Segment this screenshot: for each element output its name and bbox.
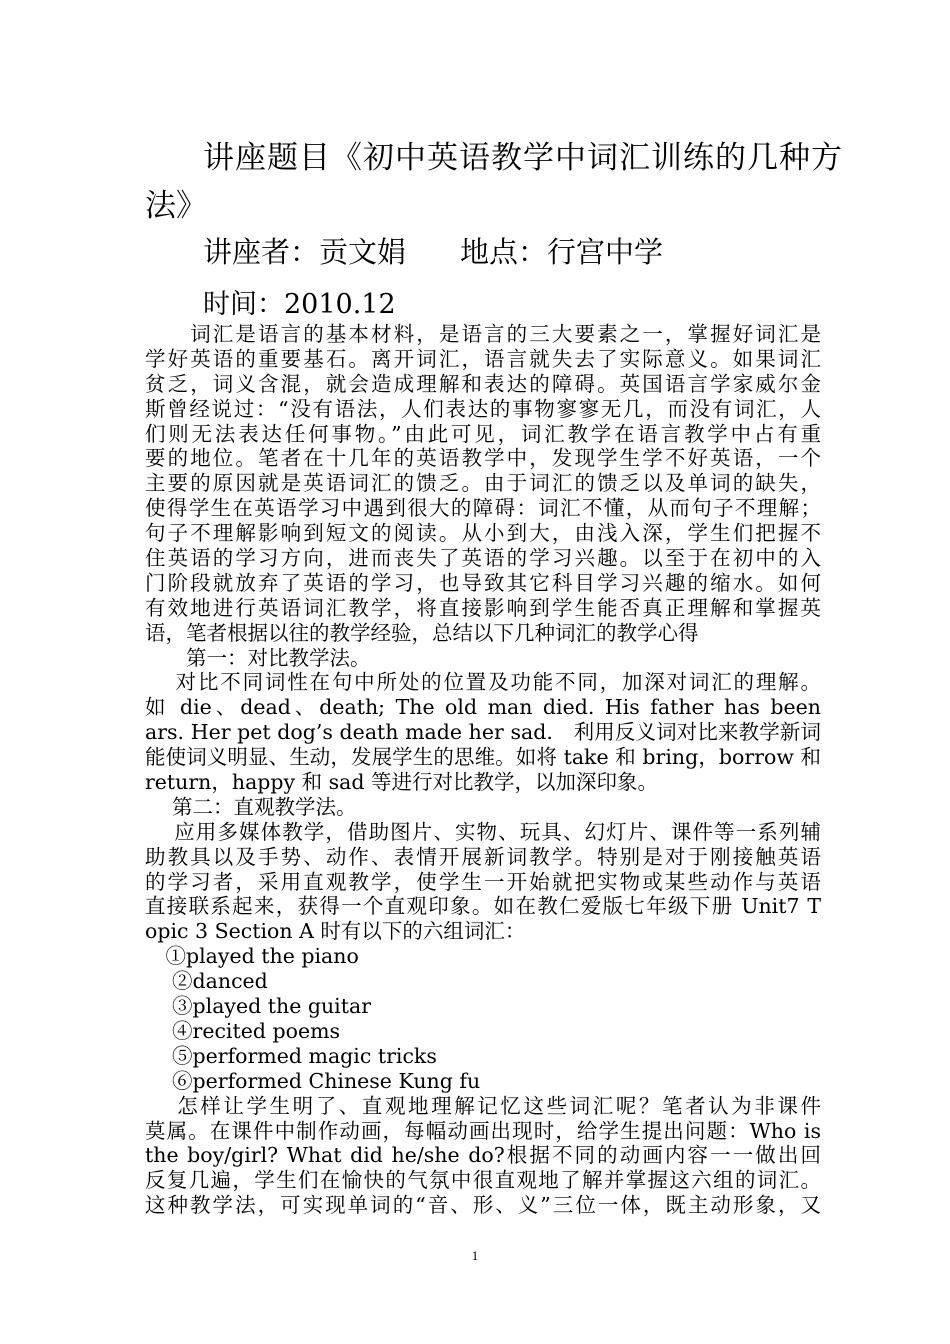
body-line: 的学习者，采用直观教学，使学生一开始就把实物或某些动作与英语: [145, 869, 821, 894]
body-line: 要的地位。笔者在十几年的英语教学中，发现学生学不好英语，一个: [145, 446, 821, 471]
body-line: 第二：直观教学法。: [145, 794, 357, 819]
body-line: 门阶段就放弃了英语的学习，也导致其它科目学习兴趣的缩水。如何: [145, 570, 821, 595]
location: 地点：行宫中学: [460, 235, 664, 269]
body-line: ⑥performed Chinese Kung fu: [145, 1068, 481, 1093]
body-line: 有效地进行英语词汇教学，将直接影响到学生能否真正理解和掌握英: [145, 595, 821, 620]
lecture-title-line-1: 讲座题目《初中英语教学中词汇训练的几种方: [203, 140, 843, 176]
lecture-time: 时间：2010.12: [203, 289, 396, 320]
body-line: 莫属。在课件中制作动画，每幅动画出现时，给学生提出问题：Who is: [145, 1118, 821, 1143]
body-line: 第一：对比教学法。: [145, 645, 371, 670]
body-line: 主要的原因就是英语词汇的馈乏。由于词汇的馈乏以及单词的缺失，: [145, 471, 821, 496]
body-line: 斯曾经说过：“没有语法，人们表达的事物寥寥无几，而没有词汇，人: [145, 396, 821, 421]
speaker-location-line: [203, 230, 663, 271]
body-line: 句子不理解影响到短文的阅读。从小到大，由浅入深，学生们把握不: [145, 521, 821, 546]
body-line: 们则无法表达任何事物。”由此可见，词汇教学在语言教学中占有重: [145, 421, 821, 446]
body-line: 直接联系起来，获得一个直观印象。如在教仁爱版七年级下册 Unit7 T: [145, 894, 821, 919]
body-line: 怎样让学生明了、直观地理解记忆这些词汇呢？笔者认为非课件: [145, 1093, 821, 1118]
body-line: 助教具以及手势、动作、表情开展新词教学。特别是对于刚接触英语: [145, 844, 821, 869]
body-line: 反复几遍，学生们在愉快的气氛中很直观地了解并掌握这六组的词汇。: [145, 1168, 821, 1193]
body-line: 住英语的学习方向，进而丧失了英语的学习兴趣。以至于在初中的入: [145, 546, 821, 571]
body-line: opic 3 Section A 时有以下的六组词汇：: [145, 919, 526, 944]
body-text: [145, 322, 821, 1218]
lecture-title-line-2: 法》: [145, 188, 207, 224]
body-line: 词汇是语言的基本材料，是语言的三大要素之一，掌握好词汇是: [145, 322, 821, 346]
body-line: return，happy 和 sad 等进行对比教学，以加深印象。: [145, 770, 659, 795]
body-line: 这种教学法，可实现单词的“音、形、义”三位一体，既主动形象，又: [145, 1193, 821, 1218]
body-line: ars. Her pet dog’s death made her sad. 利用反义词对比来教学新词: [145, 720, 821, 745]
body-line: 如 die、dead、death; The old man died. His father has been: [145, 695, 821, 720]
body-line: 使得学生在英语学习中遇到很大的障碍：词汇不懂，从而句子不理解；: [145, 496, 821, 521]
body-line: ②danced: [145, 969, 268, 994]
page-number: 1: [471, 1248, 479, 1263]
body-line: ⑤performed magic tricks: [145, 1043, 437, 1068]
body-line: 应用多媒体教学，借助图片、实物、玩具、幻灯片、课件等一系列辅: [145, 819, 821, 844]
body-line: the boy/girl? What did he/she do?根据不同的动画内容一一做出回: [145, 1143, 821, 1168]
body-line: ③played the guitar: [145, 994, 372, 1019]
body-line: 能使词义明显、生动，发展学生的思维。如将 take 和 bring，borrow 和: [145, 745, 821, 770]
body-line: 贫乏，词义含混，就会造成理解和表达的障碍。英国语言学家威尔金: [145, 371, 821, 396]
body-line: ①played the piano: [145, 944, 359, 969]
body-line: 学好英语的重要基石。离开词汇，语言就失去了实际意义。如果词汇: [145, 346, 821, 371]
body-line: ④recited poems: [145, 1018, 341, 1043]
body-line: 对比不同词性在句中所处的位置及功能不同，加深对词汇的理解。: [145, 670, 821, 695]
body-line: 语，笔者根据以往的教学经验，总结以下几种词汇的教学心得: [145, 620, 699, 645]
speaker: 讲座者：贡文娟: [203, 235, 407, 269]
